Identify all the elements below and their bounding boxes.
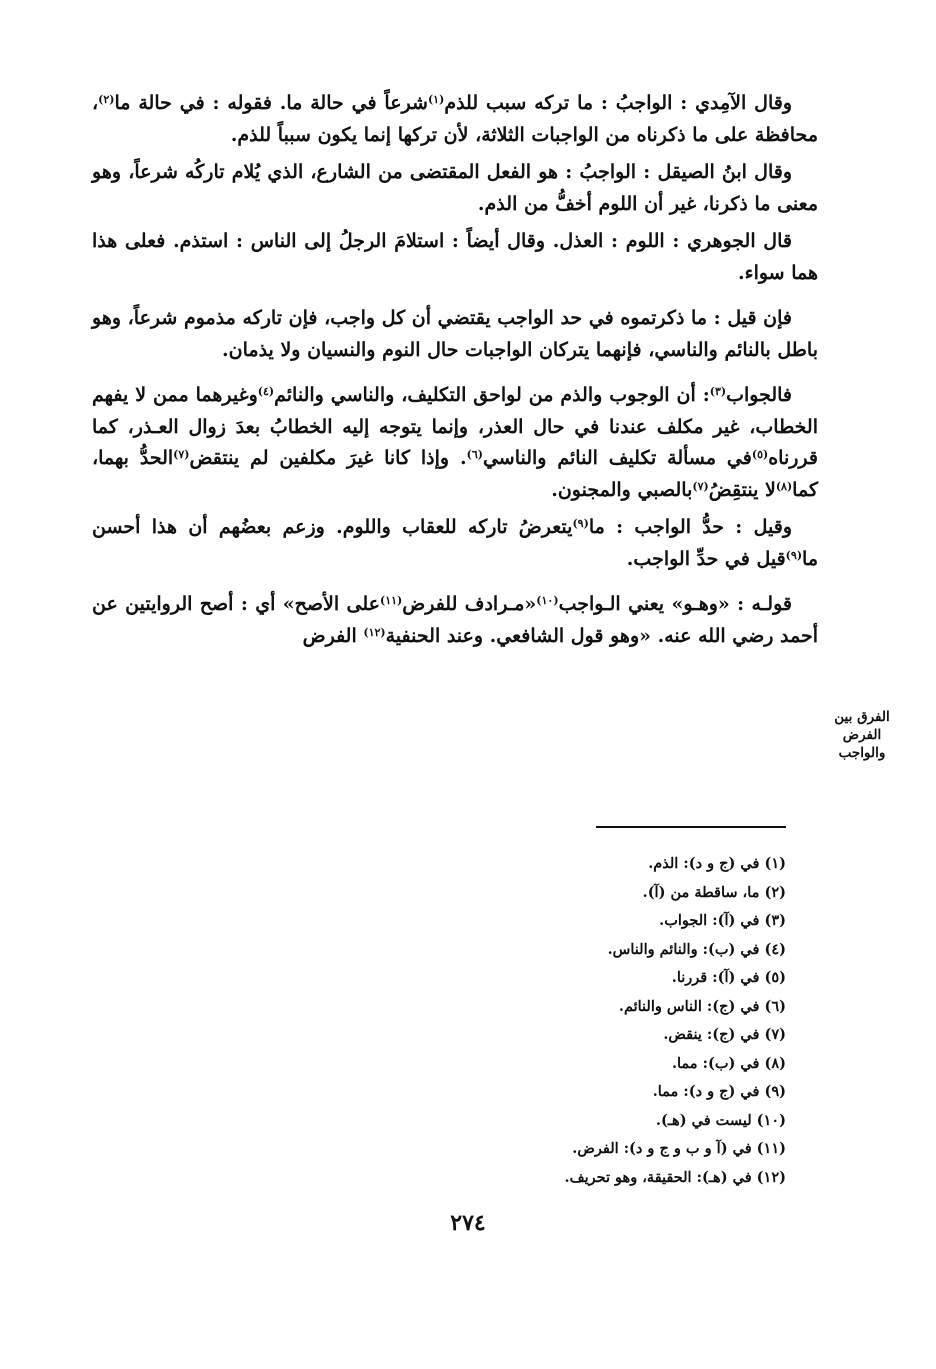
footnote: (١٢) في (هـ): الحقيقة، وهو تحريف. (564, 1168, 786, 1186)
paragraph-another-definition (92, 512, 818, 575)
text-run: ، محافظة على ما ذكرناه من الواجبات الثلاثة، لأن تركها إنما يكون سبباً للذم. (92, 92, 818, 146)
margin-heading: الفرق بين الفرض والواجب (834, 709, 890, 761)
paragraph-objection: فإن قيل : ما ذكرتموه في حد الواجب يقتضي أن كل واجب، فإن تاركه مذموم شرعاً، وهو باطل بالنائم والناسي، فإنهما يتركان الواجبات حال النوم والنسيان ولا يذمان. (92, 307, 818, 361)
text-run: فالجواب (726, 384, 792, 406)
footnote-ref[interactable]: (١٠) (536, 594, 559, 607)
page-number: ٢٧٤ (450, 1210, 486, 1236)
text-run: : أن الوجوب والذم من لواحق التكليف، والناسي والنائم (274, 384, 710, 406)
text-run: الفرض (302, 624, 364, 647)
text-run: شرعاً في حالة ما. فقوله : في حالة ما (114, 92, 428, 114)
paragraph-answer (92, 380, 818, 506)
text-run: قيل في حدِّ الواجب. (626, 547, 786, 570)
text-run: على الأصح» أي : أصح الروايتين عن أحمد رضي الله عنه. «وهو قول الشافعي. وعند الحنفية (92, 593, 818, 647)
text-run: في مسألة تكليف النائم والناسي (482, 447, 752, 469)
text-run: قولـه : «وهـو» يعني الـواجب (558, 593, 792, 615)
footnote: (٣) في (آ): الجواب. (659, 912, 786, 929)
footnote-ref[interactable]: (٩) (572, 517, 589, 530)
footnote: (١) في (ج و د): الذم. (648, 855, 786, 872)
footnote-ref[interactable]: (٧) (692, 479, 709, 493)
footnote: (٨) في (ب): مما. (671, 1054, 786, 1072)
text-run: وغيرهما ممن لا يفهم الخطاب، غير مكلف عندنا في حال العذر، وإنما يتوجه إليه الخطابُ بعدَ زوال العـذر، كما قررناه (92, 384, 818, 469)
footnote-ref[interactable]: (٧) (173, 448, 190, 461)
paragraph-jawhari: قال الجوهري : اللوم : العذل. وقال أيضاً : استلامَ الرجلُ إلى الناس : استذم. فعلى هذا هما سواء. (92, 230, 818, 284)
footnote-ref[interactable]: (١٢) (363, 625, 386, 639)
footnote-ref[interactable]: (١) (427, 93, 445, 106)
text-run: لا ينتقِضُ (708, 478, 776, 501)
paragraph-fard-wajib (92, 589, 818, 652)
text-run: . وإذا كانا غيرَ مكلفين لم ينتقض (189, 447, 467, 469)
footnote: (١٠) ليست في (هـ). (655, 1111, 786, 1129)
footnote: (٤) في (ب): والنائم والناس. (607, 940, 786, 958)
text-run: بالصبي والمجنون. (551, 478, 693, 501)
text-run: الحدُّ بهما، كما (92, 447, 818, 501)
text-run: وقال الآمِدي : الواجبُ : ما تركه سبب للذم (444, 92, 792, 114)
footnote: (٦) في (ج): الناس والنائم. (618, 997, 786, 1015)
footnote-ref[interactable]: (٢) (98, 93, 115, 106)
text-run: «مـرادف للفرض (402, 593, 537, 615)
footnote: (٥) في (آ): قررنا. (671, 969, 786, 986)
footnote: (٧) في (ج): ينقض. (663, 1026, 786, 1043)
footnote-ref[interactable]: (٥) (751, 448, 769, 461)
text-run: يتعرضُ تاركه للعقاب واللوم. وزعم بعضُهم أن هذا أحسن ما (92, 516, 818, 570)
footnote-ref[interactable]: (٨) (775, 479, 793, 493)
footnote-ref[interactable]: (١١) (379, 594, 403, 607)
footnote-ref[interactable]: (٣) (709, 385, 727, 398)
footnotes-list (430, 850, 786, 1192)
paragraph-ibn-sayqal: وقال ابنُ الصيقل : الواجبُ : هو الفعل المقتضى من الشارع، الذي يُلام تاركُه شرعاً، وهو معنى ما ذكرنا، غير أن اللوم أخفُّ من الذم. (92, 161, 818, 215)
footnote: (٩) في (ج و د): مما. (652, 1083, 786, 1100)
footnote-divider (596, 826, 786, 828)
footnote-ref[interactable]: (٤) (257, 385, 275, 398)
footnote-ref[interactable]: (٦) (466, 448, 483, 461)
paragraph-amidi (92, 88, 818, 151)
footnote: (٢) ما، ساقطة من (آ). (642, 883, 786, 901)
footnote: (١١) في (آ و ب و ج و د): الفرض. (572, 1140, 786, 1157)
text-run: وقيل : حدُّ الواجب : ما (588, 516, 792, 538)
footnote-ref[interactable]: (٩) (785, 548, 803, 562)
main-text (92, 88, 818, 666)
